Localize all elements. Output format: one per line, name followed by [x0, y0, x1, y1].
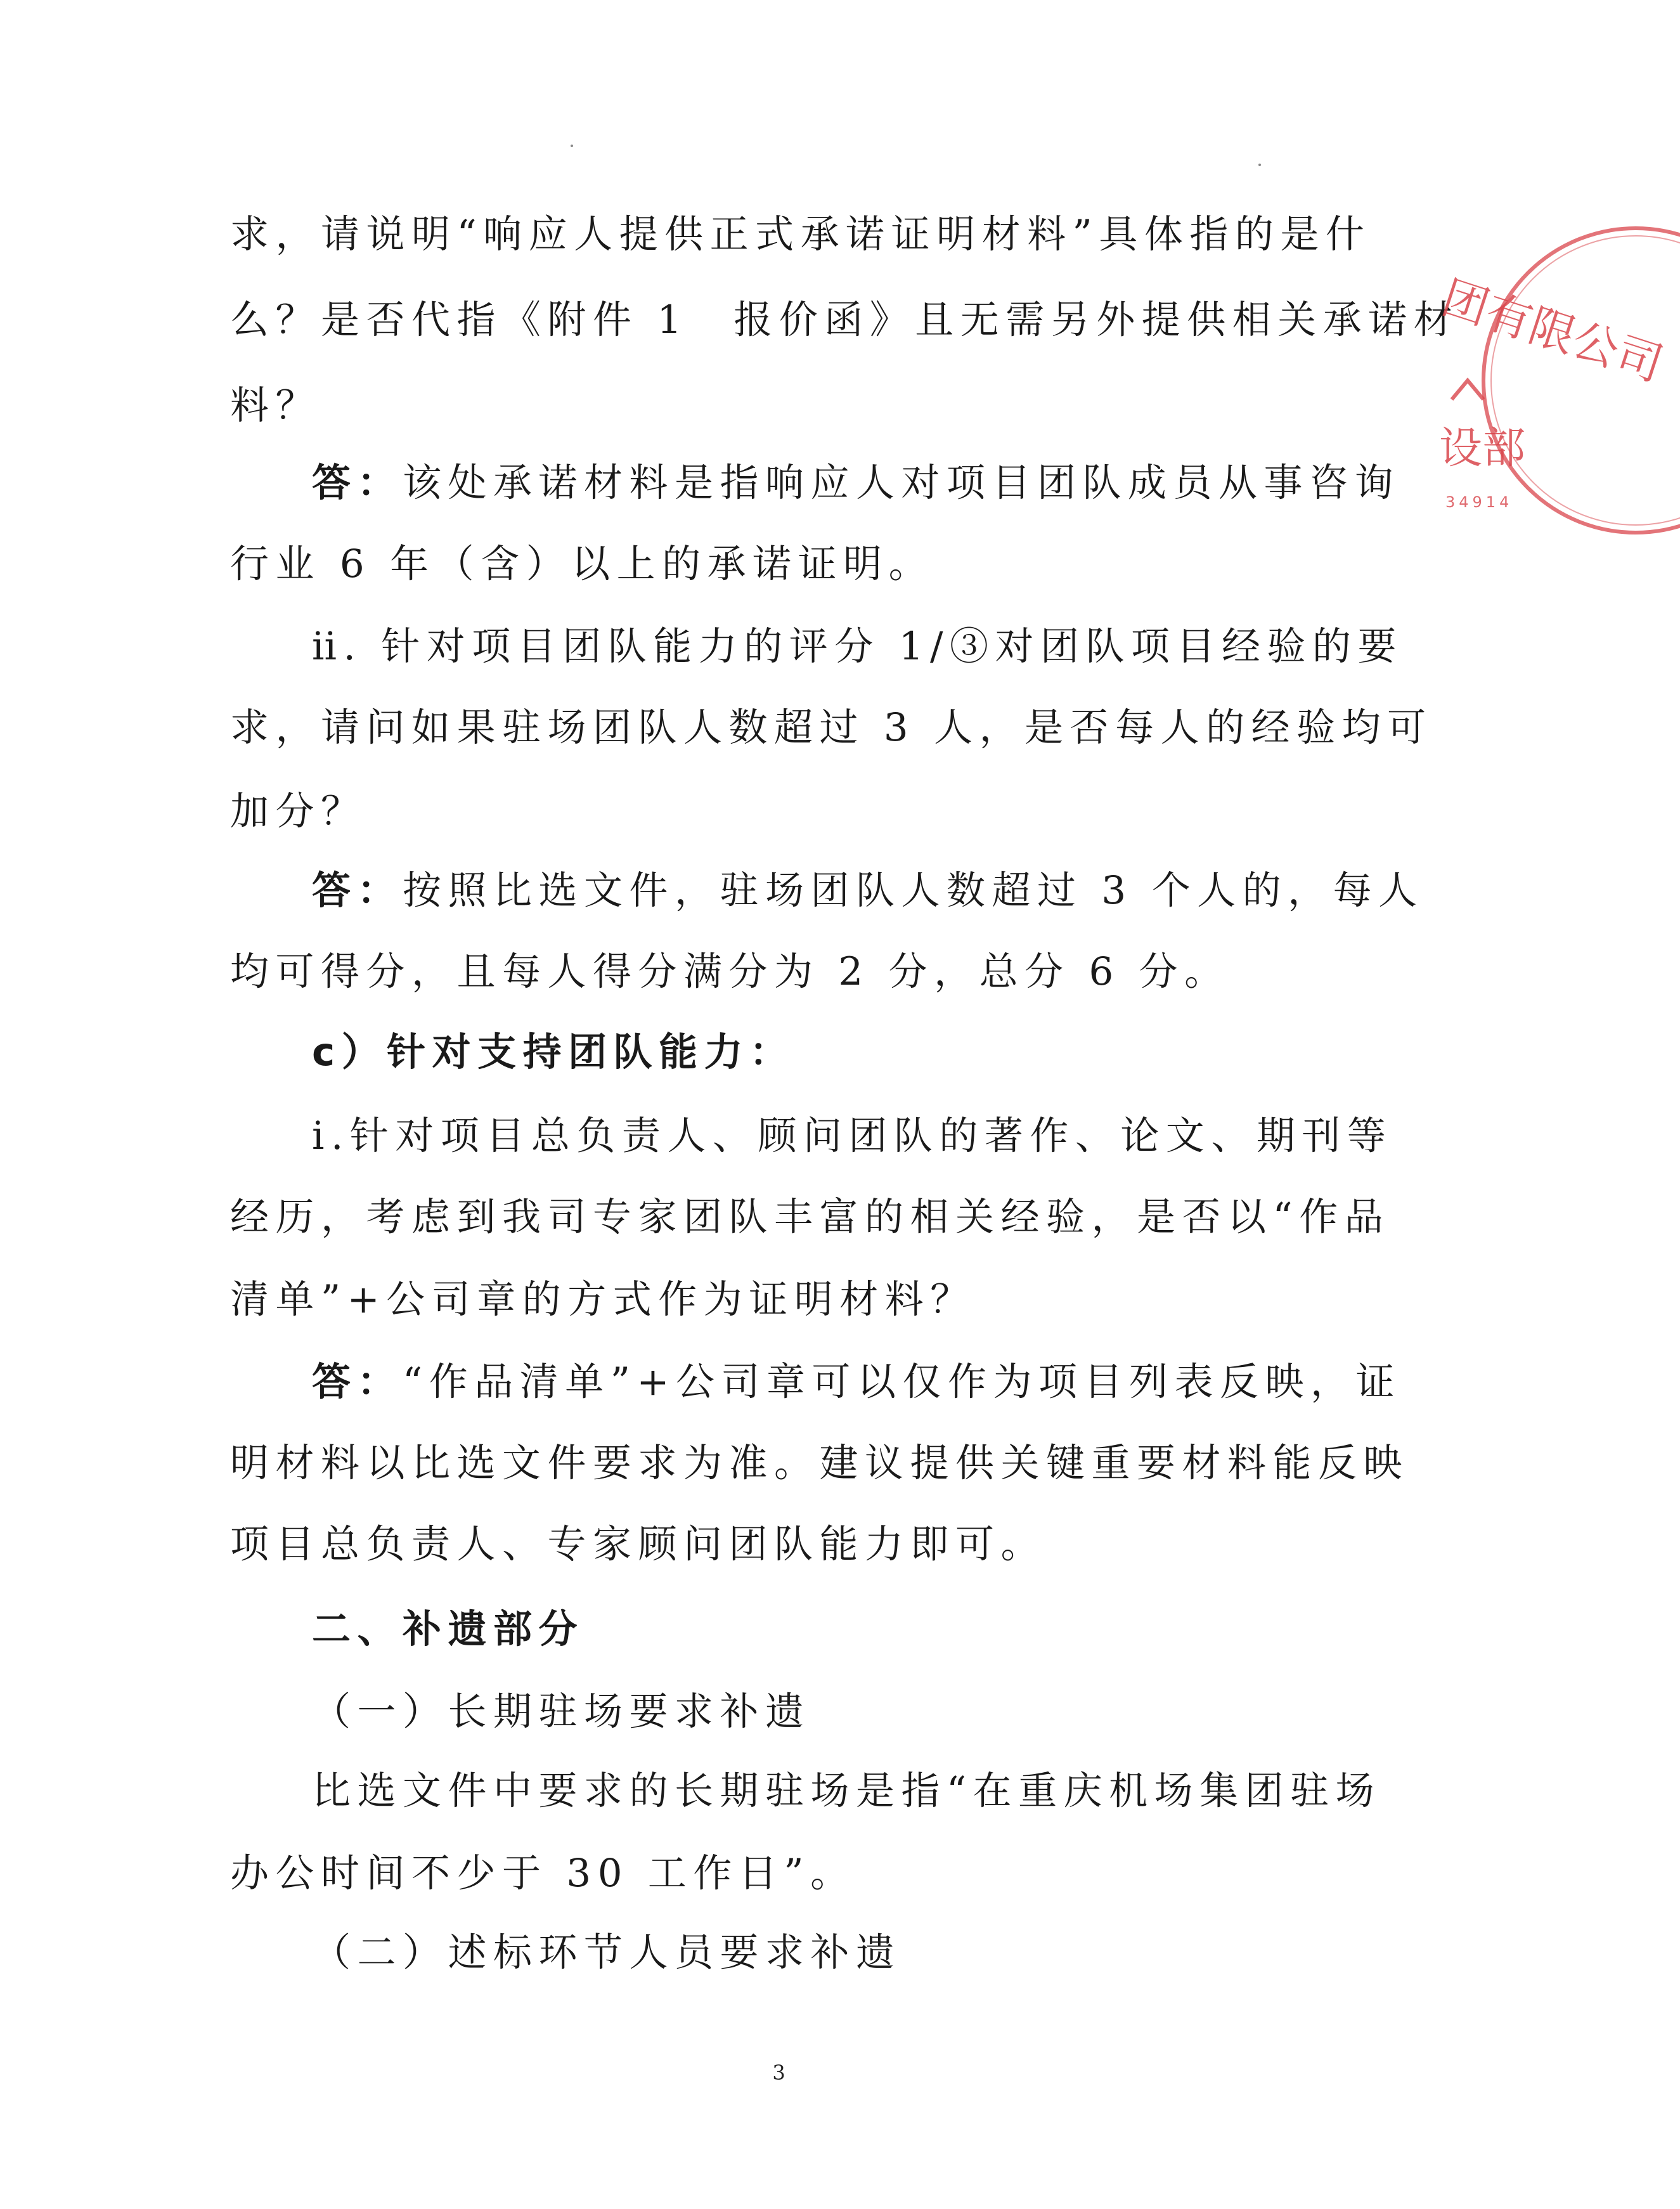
answer-label: 答：: [312, 868, 403, 913]
answer-label: 答：: [312, 460, 403, 505]
scan-speck: [571, 145, 573, 147]
seal-mark: [1452, 380, 1483, 399]
answer-line: 答：该处承诺材料是指响应人对项目团队成员从事咨询: [312, 460, 1400, 505]
question-line: ⅰ.针对项目总负责人、顾问团队的著作、论文、期刊等: [312, 1113, 1393, 1158]
body-line: 比选文件中要求的长期驻场是指“在重庆机场集团驻场: [312, 1768, 1381, 1813]
subsection-heading: （一）长期驻场要求补遗: [312, 1689, 811, 1734]
answer-line: 答：按照比选文件，驻场团队人数超过 3 个人的，每人: [312, 868, 1424, 913]
seal-text: 设部: [1439, 424, 1526, 474]
body-line: 求，请问如果驻场团队人数超过 3 人，是否每人的经验均可: [230, 705, 1433, 750]
body-line: 行业 6 年（含）以上的承诺证明。: [230, 541, 934, 586]
body-line: 经历，考虑到我司专家团队丰富的相关经验，是否以“作品: [230, 1195, 1390, 1240]
question-line: ⅱ. 针对项目团队能力的评分 1/③对团队项目经验的要: [312, 624, 1404, 669]
body-line: 均可得分，且每人得分满分为 2 分，总分 6 分。: [230, 949, 1230, 994]
body-line: 求，请说明“响应人提供正式承诺证明材料”具体指的是什: [230, 212, 1371, 257]
seal-text: 团有限公司: [1435, 270, 1670, 392]
body-line: 料？: [230, 383, 321, 428]
answer-label: 答：: [312, 1359, 403, 1404]
body-line: 么？是否代指《附件 1 报价函》且无需另外提供相关承诺材: [230, 297, 1459, 342]
body-line: 加分？: [230, 789, 366, 834]
body-line: 明材料以比选文件要求为准。建议提供关键重要材料能反映: [230, 1441, 1409, 1486]
body-line: 项目总负责人、专家顾问团队能力即可。: [230, 1522, 1047, 1567]
official-seal: [1426, 209, 1680, 564]
body-line: 清单”+公司章的方式作为证明材料？: [230, 1277, 976, 1322]
seal-code: 34914: [1445, 493, 1513, 511]
section-heading: 二、补遗部分: [312, 1607, 585, 1652]
page-number: 3: [772, 2061, 785, 2085]
subsection-heading: （二）述标环节人员要求补遗: [312, 1930, 901, 1975]
answer-line: 答：“作品清单”+公司章可以仅作为项目列表反映，证: [312, 1359, 1401, 1404]
body-line: 办公时间不少于 30 工作日”。: [230, 1851, 856, 1896]
subheading: c）针对支持团队能力：: [312, 1030, 795, 1075]
scan-speck: [1258, 164, 1261, 166]
